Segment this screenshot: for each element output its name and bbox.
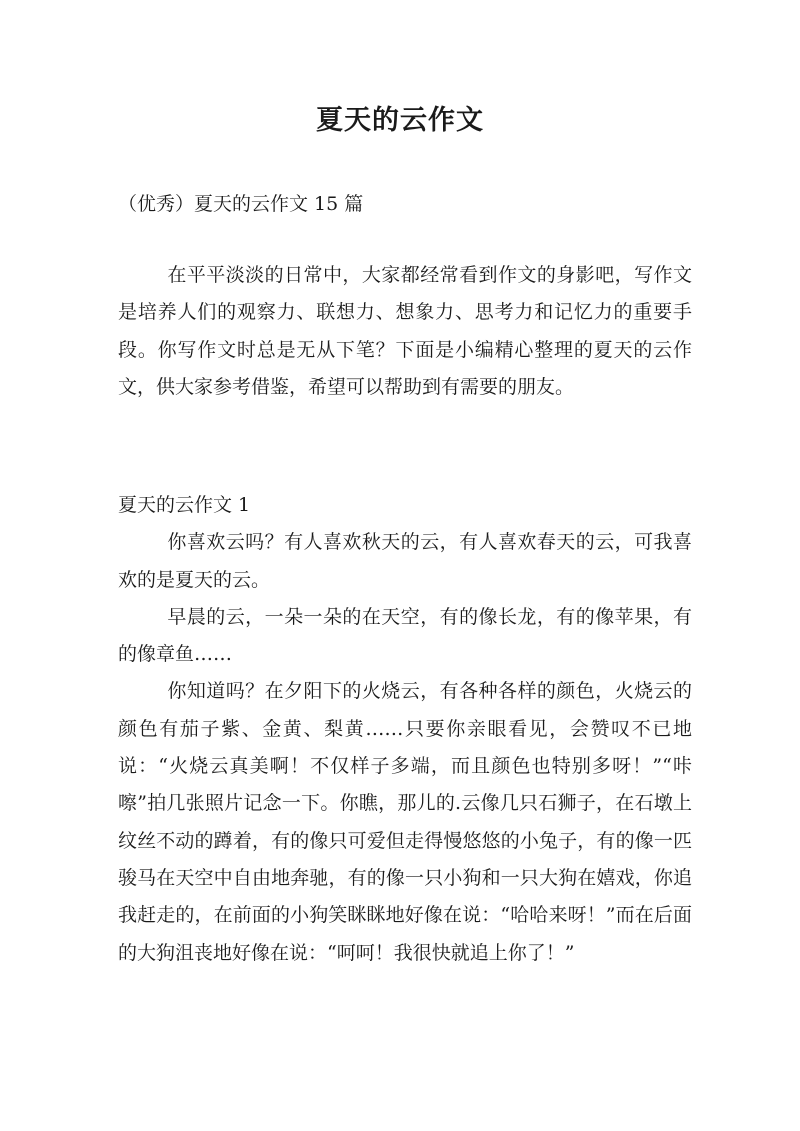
document-subtitle: （优秀）夏天的云作文 15 篇	[118, 193, 364, 215]
essay-section	[118, 487, 692, 972]
document-title: 夏天的云作文	[316, 105, 484, 136]
essay-paragraph: 你喜欢云吗？有人喜欢秋天的云，有人喜欢春天的云，可我喜欢的是夏天的云。	[118, 531, 692, 591]
essay-paragraph: 早晨的云，一朵一朵的在天空，有的像长龙，有的像苹果，有的像章鱼……	[118, 605, 692, 666]
essay-paragraph: 你知道吗？在夕阳下的火烧云，有各种各样的颜色，火烧云的颜色有茄子紫、金黄、梨黄……只要你亲眼看见，会赞叹不已地说：“火烧云真美啊！不仅样子多端，而且颜色也特别多呀！”“咔嚓”拍几张照片记念一下。你瞧，那儿的.云像几只石狮子，在石墩上纹丝不动的蹲着，有的像只可爱但走得慢悠悠的小兔子，有的像一匹骏马在天空中自由地奔驰，有的像一只小狗和一只大狗在嬉戏，你追我赶走的，在前面的小狗笑眯眯地好像在说：“哈哈来呀！”而在后面的大狗沮丧地好像在说：“呵呵！我很快就追上你了！”	[118, 680, 692, 964]
intro-paragraph: 在平平淡淡的日常中，大家都经常看到作文的身影吧，写作文是培养人们的观察力、联想力、想象力、思考力和记忆力的重要手段。你写作文时总是无从下笔？下面是小编精心整理的夏天的云作文，供大家参考借鉴，希望可以帮助到有需要的朋友。	[118, 264, 692, 398]
section-heading: 夏天的云作文 1	[118, 494, 251, 516]
